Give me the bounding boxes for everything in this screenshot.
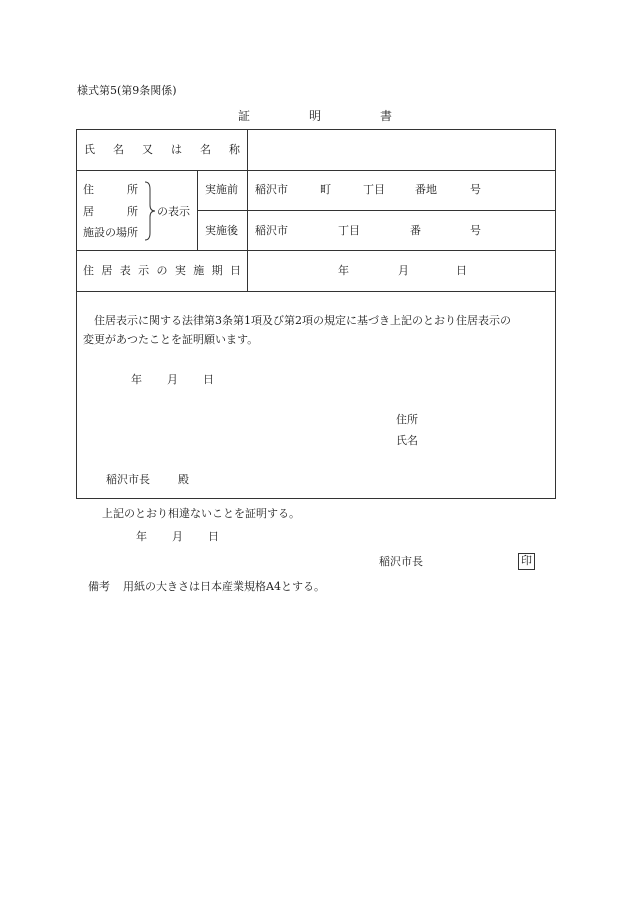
enforcement-month: 月 <box>398 264 409 277</box>
before-banchi: 番地 <box>415 183 437 196</box>
after-go: 号 <box>470 224 481 237</box>
certification-year: 年 <box>136 530 147 543</box>
before-label: 実施前 <box>205 183 238 196</box>
before-go: 号 <box>470 183 481 196</box>
before-chome: 丁目 <box>363 183 385 196</box>
label-char: 又 <box>142 143 153 156</box>
after-city: 稲沢市 <box>255 224 288 237</box>
name-label <box>84 143 240 157</box>
label-char: は <box>171 143 182 156</box>
label-char: 名 <box>113 143 124 156</box>
title-char: 証 <box>238 109 251 123</box>
label-char: 居 <box>101 264 113 277</box>
label-char: 表 <box>119 264 131 277</box>
document-title <box>238 109 392 123</box>
request-month: 月 <box>167 373 178 386</box>
title-char: 書 <box>379 109 392 123</box>
label-char: 示 <box>138 264 150 277</box>
address-label-1: 住 所 <box>83 183 138 196</box>
request-paragraph-line1: 住居表示に関する法律第3条第1項及び第2項の規定に基づき上記のとおり住居表示の <box>94 314 511 327</box>
after-ban: 番 <box>410 224 421 237</box>
brace-icon <box>143 181 157 241</box>
certifying-mayor: 稲沢市長 <box>379 555 423 568</box>
enforcement-year: 年 <box>338 264 349 277</box>
certification-text: 上記のとおり相違ないことを証明する。 <box>102 507 300 520</box>
seal-mark: 印 <box>518 553 535 570</box>
note-text: 用紙の大きさは日本産業規格A4とする。 <box>123 580 325 593</box>
label-char: 氏 <box>84 143 95 156</box>
address-label-2: 居 所 <box>83 205 138 218</box>
label-char: の <box>156 264 168 277</box>
address-label-3: 施設の場所 <box>83 226 138 239</box>
form-number: 様式第5(第9条関係) <box>77 84 177 97</box>
label-char: 期 <box>211 264 223 277</box>
enforcement-day: 日 <box>456 264 467 277</box>
label-char: 称 <box>229 143 240 156</box>
request-day: 日 <box>203 373 214 386</box>
certification-month: 月 <box>172 530 183 543</box>
title-char: 明 <box>308 109 321 123</box>
note-label: 備考 <box>88 580 110 593</box>
certification-day: 日 <box>208 530 219 543</box>
label-char: 施 <box>193 264 205 277</box>
after-chome: 丁目 <box>338 224 360 237</box>
request-year: 年 <box>131 373 142 386</box>
before-town: 町 <box>320 183 331 196</box>
date-label <box>83 264 241 278</box>
label-char: 住 <box>83 264 94 277</box>
applicant-name-label: 氏名 <box>396 434 418 447</box>
request-paragraph-line2: 変更があつたことを証明願います。 <box>83 333 259 346</box>
label-char: 実 <box>174 264 186 277</box>
addressee-mayor: 稲沢市長 <box>106 473 150 486</box>
label-char: 名 <box>200 143 211 156</box>
after-label: 実施後 <box>205 224 238 237</box>
addressee-honorific: 殿 <box>178 473 189 486</box>
applicant-address-label: 住所 <box>396 413 418 426</box>
before-city: 稲沢市 <box>255 183 288 196</box>
address-suffix: の表示 <box>157 205 190 218</box>
label-char: 日 <box>230 264 241 277</box>
